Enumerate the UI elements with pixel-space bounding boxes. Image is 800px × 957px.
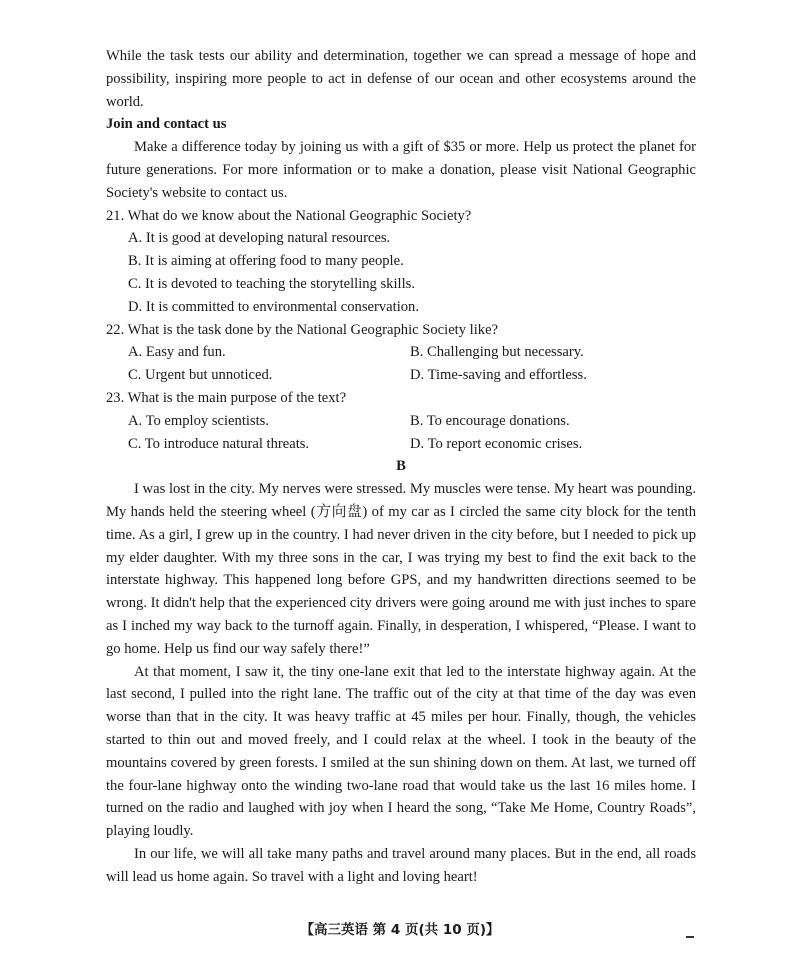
- q22-options-row-1: [106, 341, 696, 364]
- q21-option-d: D. It is committed to environmental conservation.: [128, 298, 419, 315]
- q23-option-b: B. To encourage donations.: [410, 412, 570, 429]
- question-22: 22. What is the task done by the National Geographic Society like?: [106, 321, 499, 338]
- q23-options-row-1: [106, 410, 696, 433]
- q21-option-b: B. It is aiming at offering food to many people.: [128, 253, 404, 270]
- q22-option-c: C. Urgent but unnoticed.: [128, 367, 273, 384]
- q22-options-row-2: [106, 364, 696, 387]
- passage-b-label: B: [396, 458, 406, 475]
- q22-option-d: D. Time-saving and effortless.: [410, 367, 587, 384]
- question-21: 21. What do we know about the National Geographic Society?: [106, 207, 472, 224]
- q21-option-a: A. It is good at developing natural resources.: [128, 230, 391, 247]
- question-23: 23. What is the main purpose of the text?: [106, 389, 347, 406]
- join-heading: Join and contact us: [106, 116, 227, 133]
- q23-option-c: C. To introduce natural threats.: [128, 435, 310, 452]
- corner-mark: [686, 936, 694, 938]
- passage-b-paragraph-2: At that moment, I saw it, the tiny one-lane exit that led to the interstate highway again. At the last second, I pulled into the right lane. The traffic out of the city at that time of the day was even worse than that in the city. It was heavy traffic at 45 miles per hour. Finally, though, the vehicles started to thin out and moved freely, and I could relax at the wheel. I took in the beauty of the mountains covered by green forests. I smiled at the sun shining down on them. At last, we turned off the four-lane highway onto the winding two-lane road that would take us the last 16 miles home. I turned on the radio and laughed with joy when I heard the song, “Take Me Home, Country Roads”, playing loudly.: [106, 663, 696, 840]
- q22-option-b: B. Challenging but necessary.: [410, 344, 584, 361]
- q23-option-d: D. To report economic crises.: [410, 435, 583, 452]
- q22-option-a: A. Easy and fun.: [128, 344, 226, 361]
- page-content: [106, 45, 696, 888]
- passage-a-closing-paragraph: While the task tests our ability and determination, together we can spread a message of hope and possibility, inspiring more people to act in defense of our ocean and other ecosystems around the world.: [106, 48, 696, 110]
- join-paragraph: Make a difference today by joining us with a gift of $35 or more. Help us protect the planet for future generations. For more information or to make a donation, please visit National Geographic Society's website to contact us.: [106, 139, 696, 201]
- q23-options-row-2: [106, 433, 696, 456]
- passage-b-paragraph-3: In our life, we will all take many paths and travel around many places. But in the end, all roads will lead us home again. So travel with a light and loving heart!: [106, 845, 696, 885]
- q23-option-a: A. To employ scientists.: [128, 412, 269, 429]
- page-footer: 【高三英语 第 4 页(共 10 页)】: [300, 922, 500, 938]
- q21-option-c: C. It is devoted to teaching the storytelling skills.: [128, 275, 415, 292]
- passage-b-paragraph-1: I was lost in the city. My nerves were stressed. My muscles were tense. My heart was pounding. My hands held the steering wheel (方向盘) of my car as I circled the same city block for the tenth time. As a girl, I grew up in the country. I had never driven in the city before, but I needed to pick up my elder daughter. With my three sons in the car, I was trying my best to find the exit back to the interstate highway. This happened long before GPS, and my handwritten directions seemed to be wrong. It didn't help that the experienced city drivers were going around me with just inches to spare as I inched my way back to the turnoff again. Finally, in desperation, I whispered, “Please. I want to go home. Help us find our way safely there!”: [106, 481, 696, 657]
